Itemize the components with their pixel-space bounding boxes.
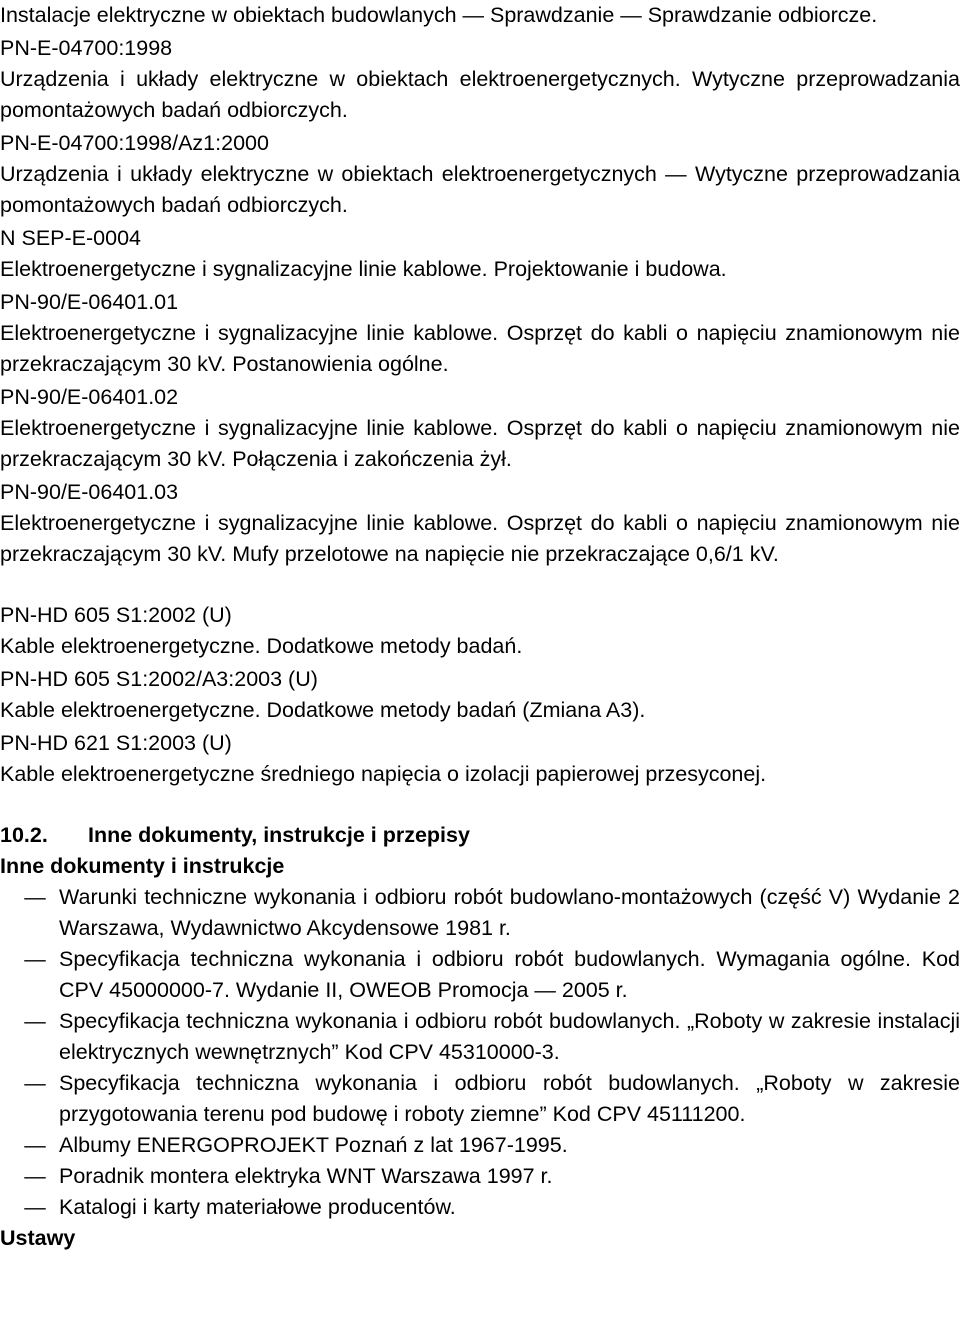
- subheading: Inne dokumenty i instrukcje: [0, 854, 285, 878]
- standard-title: Elektroenergetyczne i sygnalizacyjne linie kablowe. Osprzęt do kabli o napięciu znamionowym nie przekraczającym 30 kV. Połączenia i zakończenia żył.: [0, 416, 960, 471]
- standard-code: PN-HD 605 S1:2002 (U): [0, 603, 232, 627]
- section-title: Inne dokumenty, instrukcje i przepisy: [88, 823, 470, 847]
- standard-title: Elektroenergetyczne i sygnalizacyjne linie kablowe. Projektowanie i budowa.: [0, 257, 727, 281]
- section-number: 10.2.: [0, 823, 48, 847]
- standard-title: Kable elektroenergetyczne średniego napięcia o izolacji papierowej przesyconej.: [0, 762, 767, 786]
- list-item: [0, 882, 960, 944]
- list-item-text: Katalogi i karty materiałowe producentów.: [59, 1195, 456, 1219]
- standard-title: Instalacje elektryczne w obiektach budowlanych — Sprawdzanie — Sprawdzanie odbiorcze.: [0, 3, 878, 27]
- standard-code: PN-HD 605 S1:2002/A3:2003 (U): [0, 667, 318, 691]
- subheading-ustawy: Ustawy: [0, 1226, 76, 1250]
- dash-bullet: —: [24, 1195, 46, 1219]
- list-item: [0, 1006, 960, 1068]
- list-item: [0, 944, 960, 1006]
- list-item: [0, 1068, 960, 1130]
- list-item-text: Warunki techniczne wykonania i odbioru robót budowlano-montażowych (część V) Wydanie 2 Warszawa, Wydawnictwo Akcydensowe 1981 r.: [59, 885, 960, 940]
- list-item: [0, 1161, 960, 1192]
- section-heading: [0, 820, 960, 851]
- standard-code: PN-90/E-06401.02: [0, 385, 179, 409]
- standard-title: Kable elektroenergetyczne. Dodatkowe metody badań (Zmiana A3).: [0, 698, 646, 722]
- dash-bullet: —: [24, 1009, 46, 1033]
- standard-title: Elektroenergetyczne i sygnalizacyjne linie kablowe. Osprzęt do kabli o napięciu znamionowym nie przekraczającym 30 kV. Mufy przelotowe na napięcie nie przekraczające 0,6/1 kV.: [0, 511, 960, 566]
- dash-bullet: —: [24, 1133, 46, 1157]
- standard-title: Urządzenia i układy elektryczne w obiektach elektroenergetycznych. Wytyczne przeprowadzania pomontażowych badań odbiorczych.: [0, 67, 960, 122]
- dash-bullet: —: [24, 947, 46, 971]
- standard-code: N SEP-E-0004: [0, 226, 142, 250]
- standard-title: Elektroenergetyczne i sygnalizacyjne linie kablowe. Osprzęt do kabli o napięciu znamionowym nie przekraczającym 30 kV. Postanowienia ogólne.: [0, 321, 960, 376]
- standard-code: PN-90/E-06401.03: [0, 480, 179, 504]
- dash-bullet: —: [24, 1071, 46, 1095]
- standard-code: PN-90/E-06401.01: [0, 290, 179, 314]
- dash-bullet: —: [24, 1164, 46, 1188]
- standard-title: Kable elektroenergetyczne. Dodatkowe metody badań.: [0, 634, 523, 658]
- list-item-text: Specyfikacja techniczna wykonania i odbioru robót budowlanych. „Roboty w zakresie przygotowania terenu pod budowę i roboty ziemne” Kod CPV 45111200.: [59, 1071, 960, 1126]
- standard-code: PN-HD 621 S1:2003 (U): [0, 731, 232, 755]
- dash-bullet: —: [24, 885, 46, 909]
- standard-code: PN-E-04700:1998: [0, 36, 173, 60]
- list-item-text: Specyfikacja techniczna wykonania i odbioru robót budowlanych. Wymagania ogólne. Kod CPV 45000000-7. Wydanie II, OWEOB Promocja — 2005 r.: [59, 947, 960, 1002]
- list-item: [0, 1130, 960, 1161]
- list-item: [0, 1192, 960, 1223]
- standard-code: PN-E-04700:1998/Az1:2000: [0, 131, 269, 155]
- standard-title: Urządzenia i układy elektryczne w obiektach elektroenergetycznych — Wytyczne przeprowadzania pomontażowych badań odbiorczych.: [0, 162, 960, 217]
- list-item-text: Specyfikacja techniczna wykonania i odbioru robót budowlanych. „Roboty w zakresie instalacji elektrycznych wewnętrznych” Kod CPV 45310000-3.: [59, 1009, 960, 1064]
- list-item-text: Poradnik montera elektryka WNT Warszawa 1997 r.: [59, 1164, 553, 1188]
- documents-list: [0, 882, 960, 1223]
- spacer: [0, 790, 960, 820]
- list-item-text: Albumy ENERGOPROJEKT Poznań z lat 1967-1995.: [59, 1133, 568, 1157]
- spacer: [0, 570, 960, 600]
